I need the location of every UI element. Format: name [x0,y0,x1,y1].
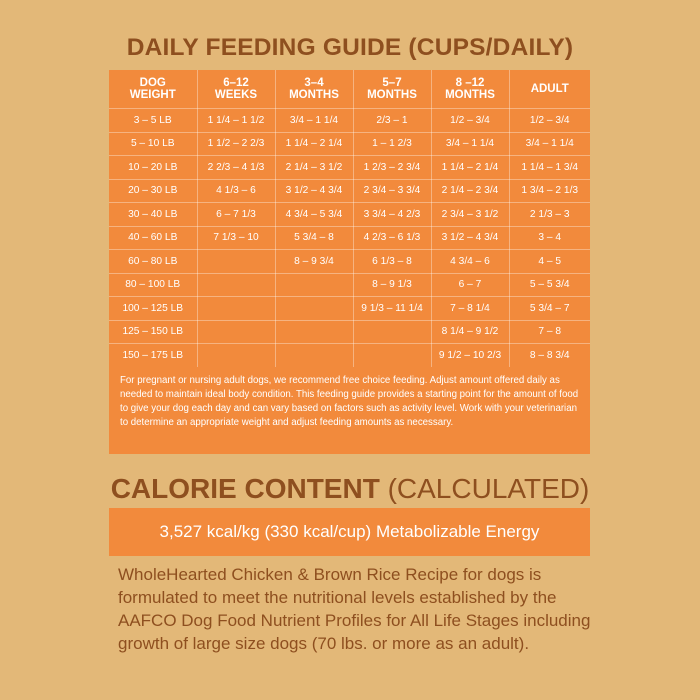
table-header-row [109,70,590,109]
portion-cell [275,273,353,297]
table-header-line: 5–7 [382,77,402,89]
table-header-line: WEEKS [214,89,258,101]
portion-cell: 5 3/4 – 7 [509,297,590,321]
portion-cell: 3 3/4 – 4 2/3 [353,203,431,227]
portion-cell: 2 1/4 – 3 1/2 [275,156,353,180]
portion-cell: 6 – 7 [431,273,509,297]
portion-cell: 1 1/4 – 2 1/4 [431,156,509,180]
portion-cell: 1 1/4 – 1 1/2 [197,109,275,133]
weight-cell: 40 – 60 LB [109,226,197,250]
weight-cell: 5 – 10 LB [109,132,197,156]
portion-cell: 4 1/3 – 6 [197,179,275,203]
portion-cell: 3/4 – 1 1/4 [509,132,590,156]
table-header-cell [431,70,509,109]
portion-cell: 2 1/3 – 3 [509,203,590,227]
product-description: WholeHearted Chicken & Brown Rice Recipe for dogs is formulated to meet the nutritional levels established by the AAFCO Dog Food Nutrient Profiles for All Life Stages including growth of large size dogs (70 lbs. or more as an adult). [118,565,591,653]
portion-cell: 7 – 8 [509,320,590,344]
table-header-cell [197,70,275,109]
calorie-title-sub: (CALCULATED) [387,473,590,504]
portion-cell: 3/4 – 1 1/4 [275,109,353,133]
table-header-line: DOG [139,77,166,89]
table-header-cell [509,70,590,109]
table-header-line: MONTHS [367,89,417,101]
table-header-line: 6–12 [223,77,249,89]
portion-cell: 1/2 – 3/4 [509,109,590,133]
portion-cell: 9 1/3 – 11 1/4 [353,297,431,321]
table-header-cell [275,70,353,109]
weight-cell: 150 – 175 LB [109,344,197,367]
portion-cell: 1 – 1 2/3 [353,132,431,156]
table-row [109,250,590,274]
table-row [109,273,590,297]
portion-cell [275,320,353,344]
weight-cell: 20 – 30 LB [109,179,197,203]
portion-cell: 1 2/3 – 2 3/4 [353,156,431,180]
portion-cell: 5 3/4 – 8 [275,226,353,250]
table-row [109,297,590,321]
portion-cell [197,320,275,344]
table-header-line: WEIGHT [129,89,176,101]
table-header-line: MONTHS [445,89,495,101]
portion-cell [197,344,275,367]
portion-cell [275,297,353,321]
portion-cell [353,320,431,344]
portion-cell: 8 – 9 1/3 [353,273,431,297]
feeding-guide-title: DAILY FEEDING GUIDE (CUPS/DAILY) [126,34,574,61]
table-header-cell [353,70,431,109]
portion-cell [275,344,353,367]
table-row [109,344,590,367]
table-row [109,203,590,227]
portion-cell: 3/4 – 1 1/4 [431,132,509,156]
portion-cell: 7 1/3 – 10 [197,226,275,250]
portion-cell: 8 – 8 3/4 [529,349,570,361]
portion-cell: 4 2/3 – 6 1/3 [353,226,431,250]
portion-cell: 1 1/4 – 1 3/4 [509,156,590,180]
weight-cell: 30 – 40 LB [109,203,197,227]
portion-cell: 8 1/4 – 9 1/2 [431,320,509,344]
portion-cell: 5 – 5 3/4 [509,273,590,297]
portion-cell [197,297,275,321]
table-header-line: ADULT [530,83,569,95]
table-header-line: MONTHS [289,89,339,101]
portion-cell: 2 1/4 – 2 3/4 [431,179,509,203]
table-header-cell [109,70,197,109]
weight-cell: 125 – 150 LB [109,320,197,344]
table-row [109,156,590,180]
portion-cell: 2 2/3 – 4 1/3 [197,156,275,180]
table-row [109,226,590,250]
weight-cell: 60 – 80 LB [109,250,197,274]
weight-cell: 80 – 100 LB [109,273,197,297]
portion-cell: 3 1/2 – 4 3/4 [275,179,353,203]
table-row [109,132,590,156]
calorie-title-main: CALORIE CONTENT [110,473,380,504]
portion-cell: 6 1/3 – 8 [353,250,431,274]
table-header-line: 8 –12 [455,77,485,89]
portion-cell: 1 1/4 – 2 1/4 [275,132,353,156]
portion-cell: 3 1/2 – 4 3/4 [431,226,509,250]
portion-cell: 7 – 8 1/4 [431,297,509,321]
weight-cell: 10 – 20 LB [109,156,197,180]
weight-cell: 3 – 5 LB [109,109,197,133]
weight-cell: 100 – 125 LB [109,297,197,321]
table-row [109,320,590,344]
table-row [109,179,590,203]
table-header-line: 3–4 [304,77,324,89]
feeding-table [109,70,590,367]
portion-cell [197,273,275,297]
portion-cell: 2 3/4 – 3 1/2 [431,203,509,227]
portion-cell [353,344,431,367]
portion-cell: 1 3/4 – 2 1/3 [509,179,590,203]
portion-cell: 2 3/4 – 3 3/4 [353,179,431,203]
calorie-title [0,473,700,505]
portion-cell: 3 – 4 [509,226,590,250]
table-row [109,109,590,133]
portion-cell [197,250,275,274]
portion-cell: 8 – 9 3/4 [275,250,353,274]
portion-cell: 2/3 – 1 [353,109,431,133]
portion-cell: 4 3/4 – 5 3/4 [275,203,353,227]
feeding-note: For pregnant or nursing adult dogs, we recommend free choice feeding. Adjust amount offered daily as needed to maintain ideal body condition. This feeding guide provides a starting point for the amount of food to give your dog each day and can vary based on factors such as activity level. Work with your veterinarian to determine an appropriate weight and adjust feeding amounts as necessary. [120,375,579,428]
feeding-guide-panel [109,70,590,454]
calorie-value: 3,527 kcal/kg (330 kcal/cup) Metabolizable Energy [109,508,590,556]
portion-cell: 1 1/2 – 2 2/3 [197,132,275,156]
portion-cell: 9 1/2 – 10 2/3 [431,344,509,367]
portion-cell: 1/2 – 3/4 [431,109,509,133]
portion-cell: 4 3/4 – 6 [431,250,509,274]
portion-cell: 6 – 7 1/3 [197,203,275,227]
portion-cell: 4 – 5 [509,250,590,274]
